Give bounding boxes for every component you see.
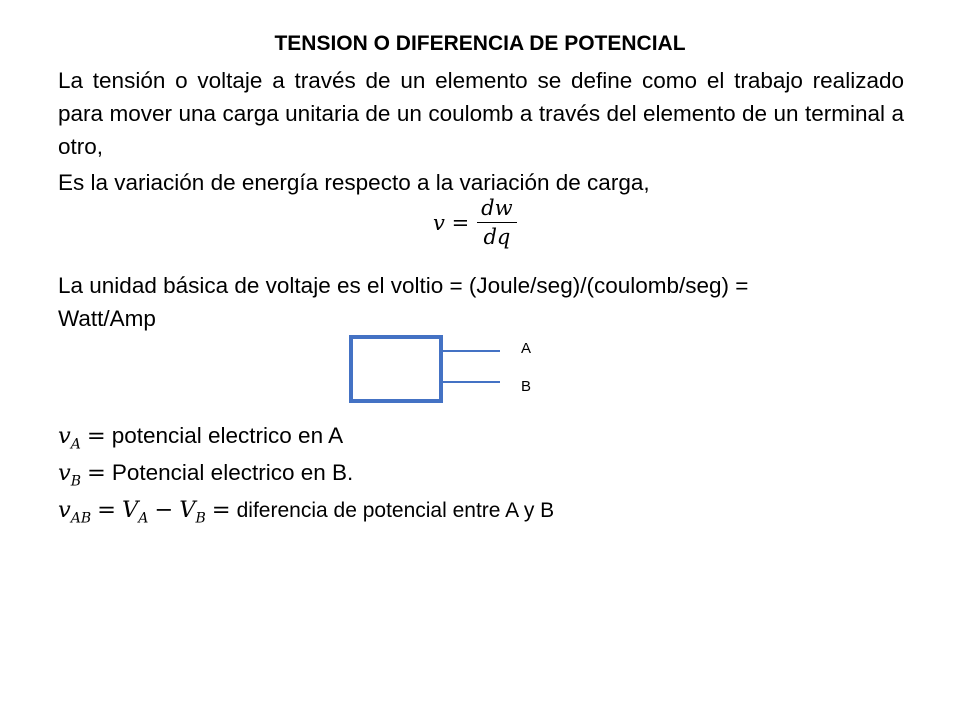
formula-fraction	[477, 196, 516, 249]
formula-lhs: v =	[433, 210, 470, 235]
terminal-a-label: A	[521, 340, 532, 357]
formula-numerator: dw	[477, 196, 516, 223]
paragraph-energy-variation: Es la variación de energía respecto a la variación de carga,	[58, 170, 650, 195]
terminal-b-label: B	[521, 378, 532, 395]
equation-vb: $v_B$ = Potencial electrico en B.	[58, 460, 354, 490]
page-title: TENSION O DIFERENCIA DE POTENCIAL	[274, 32, 686, 55]
voltage-formula	[433, 196, 517, 249]
unit-line-1: La unidad básica de voltaje es el voltio = (Joule/seg)/(coulomb/seg) =	[58, 273, 749, 298]
unit-line-2: Watt/Amp	[58, 306, 156, 331]
paragraph-unit	[58, 269, 904, 335]
formula-denominator: dq	[483, 225, 511, 249]
paragraph-definition: La tensión o voltaje a través de un elemento se define como el trabajo realizado para mover una carga unitaria de un coulomb a través del elemento de un terminal a otro,	[58, 68, 904, 159]
element-box	[351, 337, 441, 401]
equation-va: $v_A$ = potencial electrico en A	[58, 423, 344, 453]
equation-vab: $v_{AB} = V_A - V_B$ = diferencia de potencial entre A y B	[58, 497, 555, 527]
